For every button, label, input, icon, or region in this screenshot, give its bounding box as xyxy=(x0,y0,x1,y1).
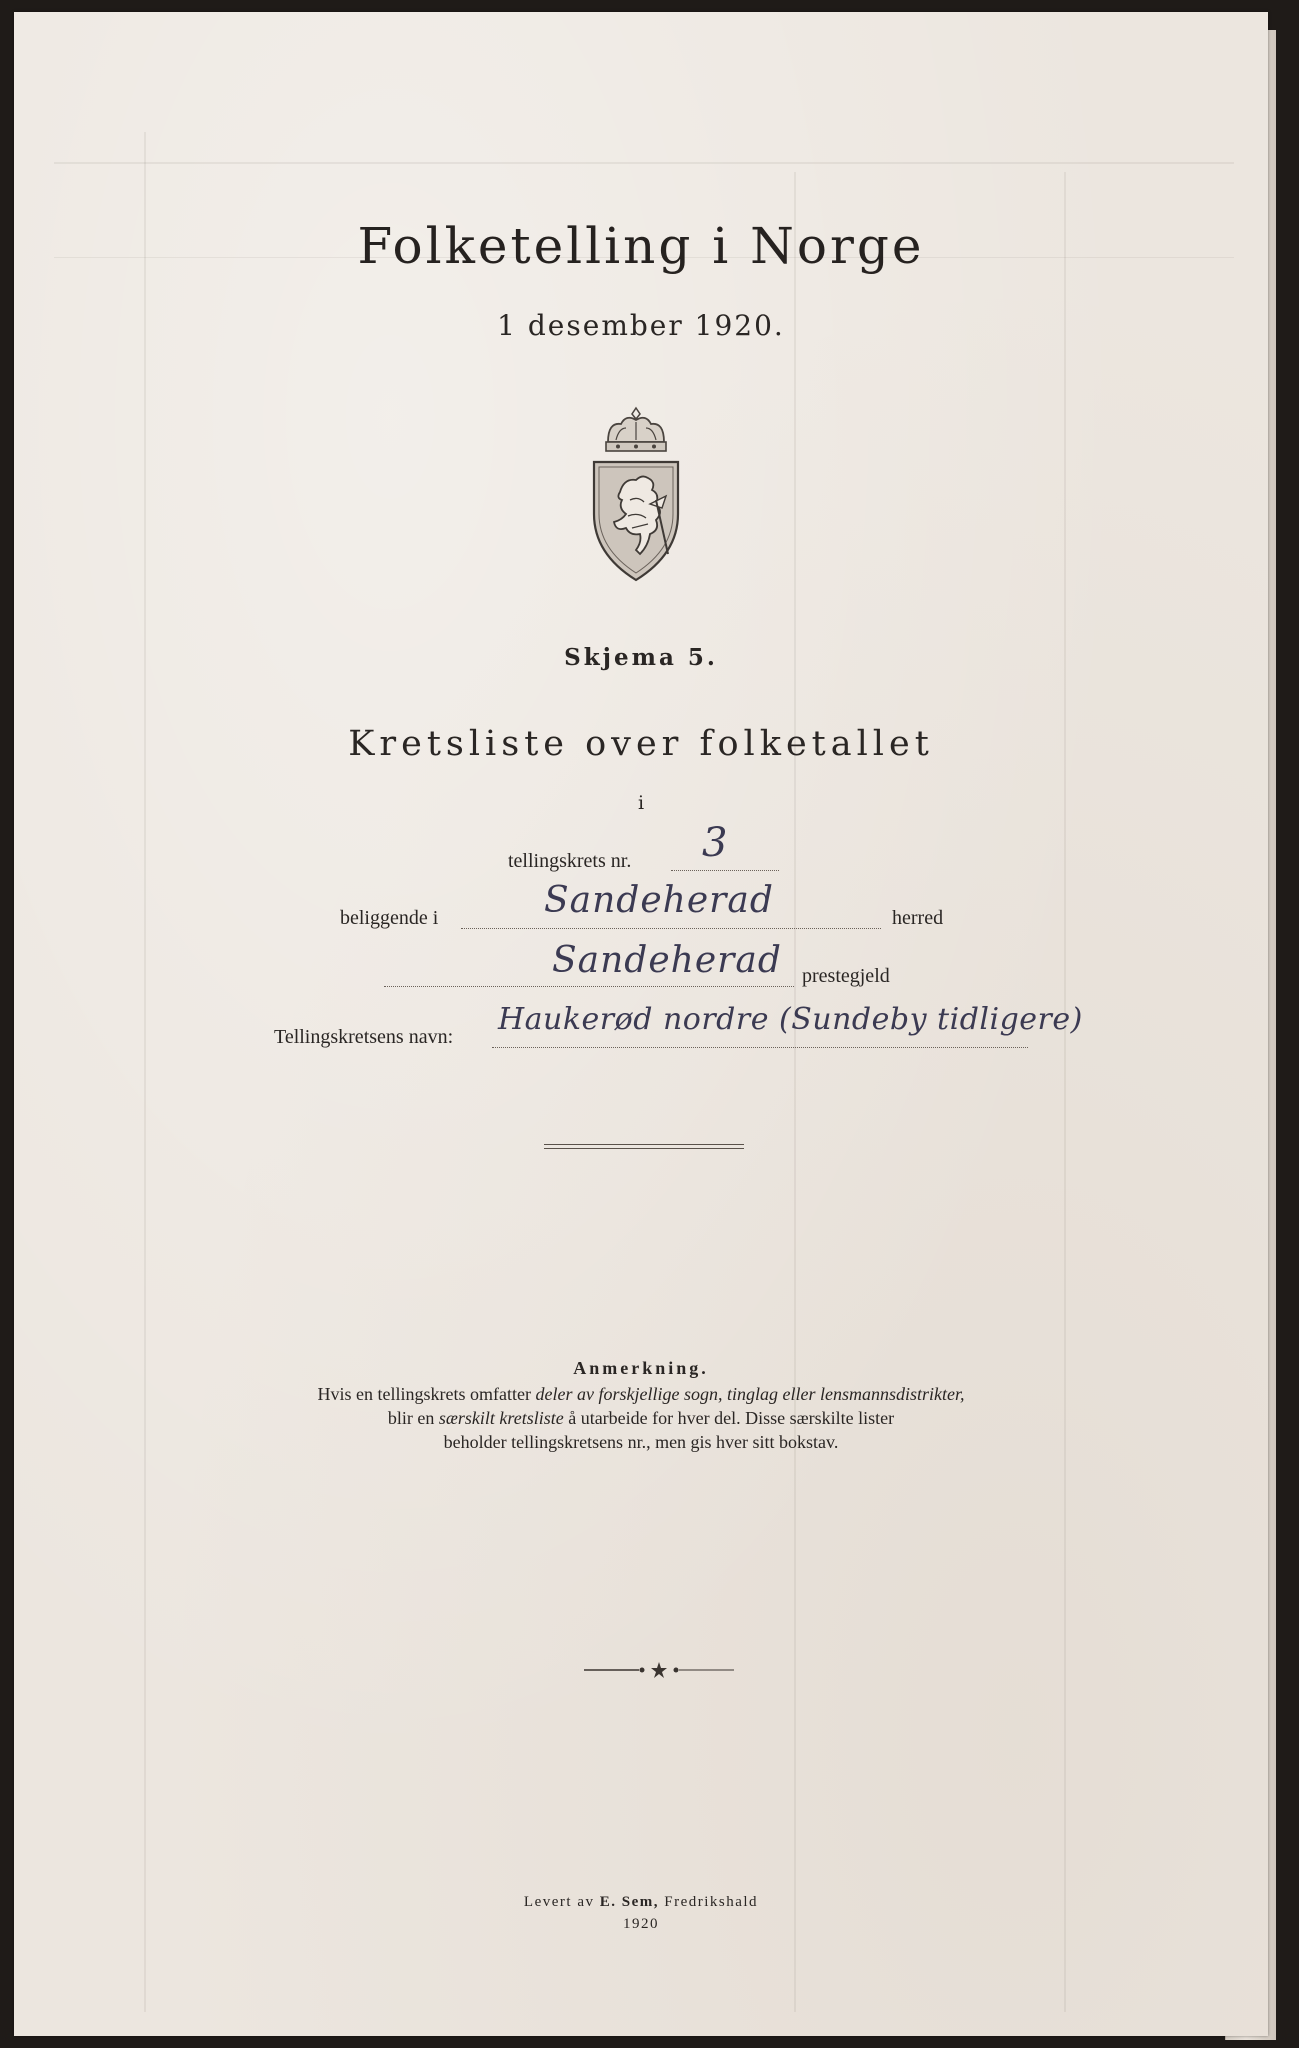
prestegjeld-field-line xyxy=(384,986,794,987)
note-line-3: beholder tellingskretsens nr., men gis hver sitt bokstav. xyxy=(443,1432,839,1452)
printer-prefix: Levert av xyxy=(523,1894,600,1910)
note-line-2-text-c: å utarbeide for hver del. Disse særskilte lister xyxy=(563,1408,895,1428)
show-through-line xyxy=(54,162,1234,164)
printer-name: E. Sem, xyxy=(599,1894,659,1910)
show-through-line xyxy=(794,172,796,2012)
form-subtitle: Kretsliste over folketallet xyxy=(348,724,934,764)
show-through-line xyxy=(144,132,146,2012)
divider-rule xyxy=(544,1148,744,1149)
printer-credit xyxy=(14,1894,1268,1911)
navn-label: Tellingskretsens navn: xyxy=(274,1026,454,1048)
navn-field-line xyxy=(492,1047,1028,1048)
norwegian-lion-coat-of-arms-icon xyxy=(586,404,686,584)
prestegjeld-value: Sandeherad xyxy=(552,940,782,981)
divider-rule xyxy=(544,1144,744,1145)
printer-year: 1920 xyxy=(623,1916,659,1932)
note-line-2-emphasis: særskilt kretsliste xyxy=(438,1408,564,1428)
printer-place: Fredrikshald xyxy=(658,1894,759,1910)
census-date: 1 desember 1920. xyxy=(497,309,785,342)
beliggende-value: Sandeherad xyxy=(544,880,774,921)
note-heading: Anmerkning. xyxy=(573,1358,709,1378)
note-line-2-text-a: blir en xyxy=(387,1408,439,1428)
note-line-1-emphasis: deler av forskjellige sogn, tinglag eller lensmannsdistrikter, xyxy=(535,1384,965,1404)
krets-field-line xyxy=(671,870,779,871)
connector-word: i xyxy=(637,792,645,814)
beliggende-field-line xyxy=(461,928,881,929)
note-line-1 xyxy=(14,1384,1268,1405)
form-title: Folketelling i Norge xyxy=(357,217,925,275)
star-divider-ornament-icon xyxy=(584,1660,734,1680)
krets-value: 3 xyxy=(702,820,729,866)
note-line-1-text: Hvis en tellingskrets omfatter xyxy=(317,1384,536,1404)
note-line-2 xyxy=(14,1408,1268,1429)
prestegjeld-label: prestegjeld xyxy=(802,965,890,987)
schema-number: Skjema 5. xyxy=(564,644,718,671)
navn-value: Haukerød nordre (Sundeby tidligere) xyxy=(498,1002,1083,1037)
herred-label: herred xyxy=(892,907,944,929)
show-through-line xyxy=(1064,172,1066,2012)
census-form-page xyxy=(14,12,1268,2036)
krets-label: tellingskrets nr. xyxy=(508,850,632,872)
beliggende-label: beliggende i xyxy=(340,907,439,929)
